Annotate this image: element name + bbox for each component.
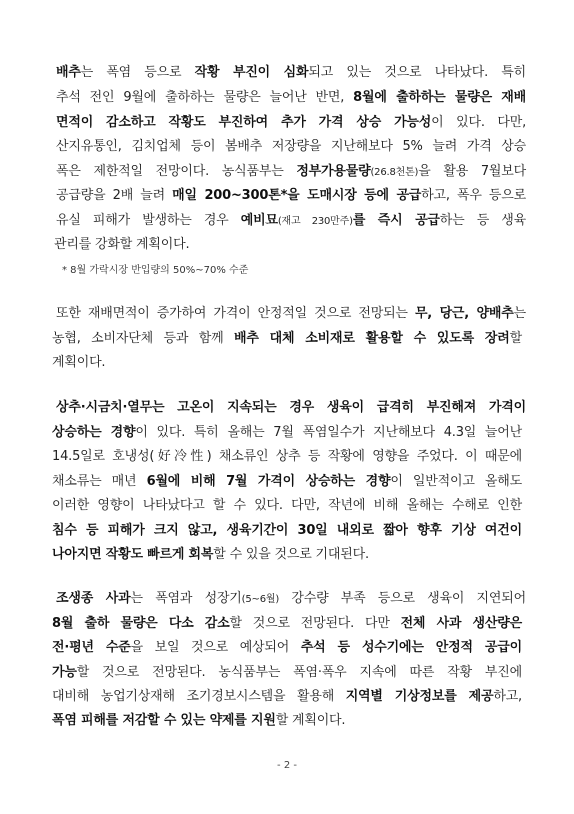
- text-line: 조생종 사과는 폭염과 성장기(5~6월) 강수량 부족 등으로 생육이 지연되어: [56, 591, 526, 606]
- text-line: 계획이다.: [52, 355, 106, 370]
- text-line: 공급량을 2배 늘려 매일 200~300톤*을 도매시장 등에 공급하고, 폭우 등으로: [56, 188, 526, 203]
- text-line: 산지유통인, 김치업체 등이 봄배추 저장량을 지난해보다 5% 늘려 가격 상승: [56, 139, 526, 154]
- text-line: 14.5일로 호냉성(好冷性) 채소류인 상추 등 작황에 영향을 주었다. 이 때문에: [52, 449, 522, 464]
- text-line: 유실 피해가 발생하는 경우 예비묘(재고 230만주)를 즉시 공급하는 등 생육: [56, 213, 526, 228]
- text-line: 나아지면 작황도 빠르게 회복할 수 있을 것으로 기대된다.: [52, 547, 369, 562]
- text-line: 폭염 피해를 저감할 수 있는 약제를 지원할 계획이다.: [52, 713, 346, 728]
- text-line: 대비해 농업기상재해 조기경보시스템을 활용해 지역별 기상정보를 제공하고,: [52, 689, 522, 704]
- text-line: 이러한 영향이 나타났다고 할 수 있다. 다만, 작년에 비해 올해는 수해로 인한: [52, 498, 522, 513]
- text-line: 상추·시금치·열무는 고온이 지속되는 경우 생육이 급격히 부진해져 가격이: [56, 400, 526, 415]
- text-line: 침수 등 피해가 크지 않고, 생육기간이 30일 내외로 짧아 향후 기상 여건이: [52, 523, 522, 538]
- text-line: 관리를 강화할 계획이다.: [54, 237, 190, 252]
- text-line: 배추는 폭염 등으로 작황 부진이 심화되고 있는 것으로 나타났다. 특히: [56, 65, 526, 80]
- text-line: 면적이 감소하고 작황도 부진하여 추가 가격 상승 가능성이 있다. 다만,: [56, 115, 526, 130]
- text-line: 추석 전인 9월에 출하하는 물량은 늘어난 반면, 8월에 출하하는 물량은 재배: [56, 90, 526, 105]
- footnote: * 8월 가락시장 반입량의 50%~70% 수준: [62, 265, 249, 276]
- text-line: 농협, 소비자단체 등과 함께 배추 대체 소비재로 활용할 수 있도록 장려할: [52, 331, 522, 346]
- text-line: 가능할 것으로 전망된다. 농식품부는 폭염·폭우 지속에 따른 작황 부진에: [52, 665, 522, 680]
- text-line: 채소류는 매년 6월에 비해 7월 가격이 상승하는 경향이 일반적이고 올해도: [52, 474, 522, 489]
- text-line: 또한 재배면적이 증가하여 가격이 안정적일 것으로 전망되는 무, 당근, 양배추는: [56, 306, 526, 321]
- text-line: 폭은 제한적일 전망이다. 농식품부는 정부가용물량(26.8천톤)을 활용 7월보다: [56, 164, 526, 179]
- text-line: 전·평년 수준을 보일 것으로 예상되어 추석 등 성수기에는 안정적 공급이: [52, 640, 522, 655]
- page-number: - 2 -: [277, 760, 297, 771]
- text-line: 8월 출하 물량은 다소 감소할 것으로 전망된다. 다만 전체 사과 생산량은: [52, 616, 522, 631]
- text-line: 상승하는 경향이 있다. 특히 올해는 7월 폭염일수가 지난해보다 4.3일 늘어난: [52, 425, 522, 440]
